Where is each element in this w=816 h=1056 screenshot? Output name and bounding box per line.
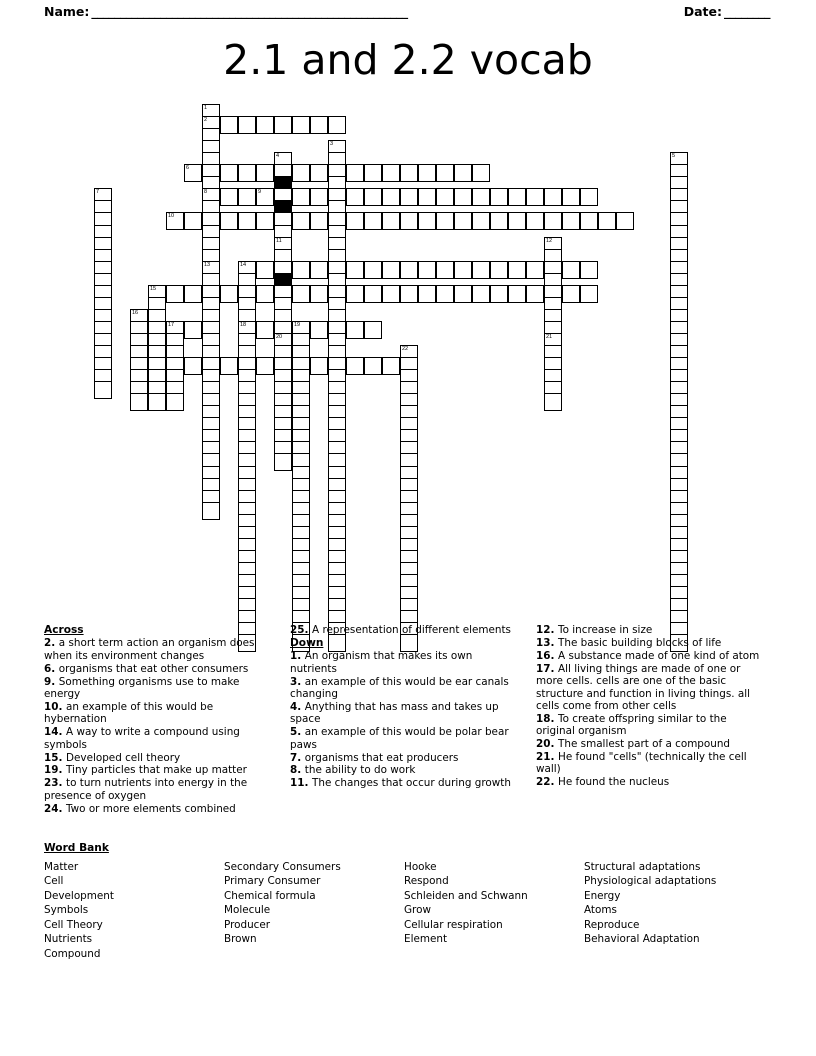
grid-cell[interactable] [436,188,454,206]
grid-cell[interactable] [562,188,580,206]
clue-text: Anything that has mass and takes up space [290,700,499,726]
word-bank-word: Structural adaptations [584,860,701,873]
clue-text: He found the nucleus [558,776,670,789]
clue-item [290,726,522,751]
clue-number: 9. [44,675,59,688]
clue-text: to turn nutrients into energy in the presence of oxygen [44,777,248,802]
grid-cell[interactable] [238,188,256,206]
grid-cell[interactable] [400,285,418,303]
word-bank-word: Reproduce [584,918,640,931]
grid-cell[interactable] [400,261,418,279]
grid-cell[interactable] [382,357,400,375]
word-bank-heading: Word Bank [44,842,109,854]
clue-text: Developed cell theory [66,751,181,764]
grid-cell-number: 17 [168,321,175,328]
name-label: Name: [44,4,90,19]
clue-number: 13. [536,636,559,649]
clues-column-2 [290,624,522,816]
word-bank-word: Compound [44,947,101,960]
clue-number: 5. [290,726,305,739]
clue-item [536,713,768,738]
date-blank-rule: ________ [724,4,770,19]
clue-text: the ability to do work [304,764,416,777]
grid-cell[interactable] [184,212,202,230]
grid-cell[interactable] [472,188,490,206]
grid-cell[interactable] [346,321,364,339]
word-bank-word: Development [44,889,114,902]
grid-cell-number: 22 [402,346,409,352]
grid-cell[interactable] [526,285,544,303]
clue-text: To create offspring similar to the original organism [536,712,727,738]
clue-text: To increase in size [558,624,653,636]
clue-text: A substance made of one kind of atom [558,649,760,662]
clue-item [290,752,522,764]
across-heading: Across [44,624,84,636]
grid-cell[interactable] [418,212,436,230]
grid-cell-number: 8 [204,189,208,196]
grid-cell[interactable] [454,261,472,279]
clue-text: a short term action an organism does when its environment changes [44,637,255,662]
name-blank-rule: _______________________________________________________ [91,4,408,19]
word-bank-word: Schleiden and Schwann [404,889,528,902]
clue-text: an example of this would be hybernation [44,700,214,726]
clue-number: 23. [44,777,67,790]
grid-cell[interactable] [274,453,292,471]
grid-cell[interactable] [544,188,562,206]
clue-number: 20. [536,738,559,751]
clue-number: 7. [290,751,305,764]
grid-cell[interactable] [220,188,238,206]
grid-cell[interactable] [526,212,544,230]
crossword-grid-area [0,104,816,634]
grid-cell[interactable] [364,164,382,182]
word-bank-word: Producer [224,918,271,931]
grid-cell[interactable] [382,164,400,182]
clue-number: 17. [536,662,559,675]
date-label: Date: [683,4,722,19]
down-heading: Down [290,636,324,649]
grid-cell[interactable] [274,116,292,134]
word-bank-word: Molecule [224,904,271,916]
clue-text: He found "cells" (technically the cell wall) [536,751,747,776]
clue-item [290,624,522,636]
clue-number: 19. [44,764,67,777]
clue-item [44,676,276,701]
clue-text: organisms that eat other consumers [58,662,249,675]
grid-cell[interactable] [382,212,400,230]
grid-cell[interactable] [562,285,580,303]
grid-cell[interactable] [580,261,598,279]
grid-cell[interactable] [418,285,436,303]
clue-number: 16. [536,649,559,662]
grid-cell[interactable] [166,393,184,411]
grid-cell[interactable] [562,212,580,230]
word-bank-word: Symbols [44,904,89,916]
clue-number: 24. [44,802,67,815]
grid-cell[interactable] [508,212,526,230]
clue-item [44,764,276,776]
word-bank-word: Cell Theory [44,918,103,931]
grid-cell-number: 4 [276,153,280,160]
grid-cell[interactable] [508,261,526,279]
grid-cell-number: 13 [204,261,211,268]
clue-item [44,701,276,726]
grid-cell[interactable] [310,212,328,230]
grid-cell[interactable] [310,116,328,134]
grid-cell[interactable] [364,212,382,230]
grid-cell[interactable] [166,285,184,303]
clue-item [536,650,768,662]
clue-item [290,764,522,776]
clue-item [536,738,768,750]
grid-cell[interactable] [400,212,418,230]
grid-cell[interactable] [292,285,310,303]
clue-text: The changes that occur during growth [312,777,511,790]
clue-item [44,752,276,764]
clue-number: 6. [44,662,59,675]
grid-cell[interactable] [454,188,472,206]
grid-cell[interactable] [256,164,274,182]
grid-cell-number: 3 [330,141,334,148]
clue-text: All living things are made of one or more cells. cells are one of the basic structure and function in living things. all cells come from other cells [536,662,751,712]
clue-number: 12. [536,624,559,636]
grid-cell[interactable] [418,261,436,279]
grid-cell[interactable] [490,285,508,303]
grid-cell-number: 6 [186,165,190,172]
clue-number: 25. [290,624,313,636]
grid-cell[interactable] [220,285,238,303]
grid-cell[interactable] [220,212,238,230]
grid-cell[interactable] [202,502,220,520]
grid-cell[interactable] [598,212,616,230]
clue-item [536,637,768,649]
clue-number: 14. [44,726,67,739]
grid-cell[interactable] [472,164,490,182]
grid-cell[interactable] [94,381,112,399]
grid-cell[interactable] [364,285,382,303]
grid-cell[interactable] [508,285,526,303]
grid-cell[interactable] [292,116,310,134]
word-bank-word: Respond [404,875,449,887]
grid-cell[interactable] [364,357,382,375]
grid-cell-number: 7 [96,189,100,196]
grid-cell[interactable] [148,393,166,411]
grid-cell[interactable] [364,321,382,339]
grid-cell[interactable] [310,188,328,206]
word-bank-word: Cellular respiration [404,918,503,931]
grid-cell[interactable] [616,212,634,230]
grid-cell-number: 15 [150,285,157,292]
grid-cell[interactable] [526,188,544,206]
clues-column-1 [44,624,276,816]
clue-item [290,676,522,701]
word-bank-word: Primary Consumer [224,875,321,887]
word-bank-word: Atoms [584,904,617,916]
clue-text: The basic building blocks of life [558,636,722,649]
grid-cell[interactable] [454,164,472,182]
clue-item [536,663,768,713]
clue-item [290,777,522,789]
clue-item [536,624,768,636]
clue-text: organisms that eat producers [304,751,459,764]
grid-cell-number: 1 [204,105,208,111]
word-bank [44,841,774,961]
clue-number: 22. [536,776,559,789]
grid-cell[interactable] [400,188,418,206]
grid-cell[interactable] [472,261,490,279]
grid-cell[interactable] [472,285,490,303]
clue-number: 4. [290,700,305,713]
grid-cell-number: 11 [276,237,282,244]
grid-cell[interactable] [490,212,508,230]
grid-cell[interactable] [166,212,184,230]
grid-cell[interactable] [580,188,598,206]
clue-text: The smallest part of a compound [558,738,731,751]
grid-cell[interactable] [580,212,598,230]
grid-cell-number: 10 [168,213,175,220]
grid-cell[interactable] [364,188,382,206]
grid-cell[interactable] [526,261,544,279]
clue-item [44,803,276,815]
grid-cell-number: 18 [240,321,247,328]
grid-cell[interactable] [220,116,238,134]
clues-column-3-down-tail [536,624,768,789]
clues-column-2-down [290,650,522,789]
word-bank-word: Nutrients [44,933,93,945]
grid-cell[interactable] [310,321,328,339]
grid-cell[interactable] [310,261,328,279]
grid-cell[interactable] [184,164,202,182]
grid-cell[interactable] [436,164,454,182]
grid-cell[interactable] [184,357,202,375]
name-date-line [44,4,772,19]
clues-section [44,624,774,816]
grid-cell[interactable] [346,212,364,230]
grid-cell[interactable] [292,212,310,230]
grid-cell[interactable] [346,164,364,182]
grid-cell[interactable] [328,116,346,134]
clues-column-2-across-tail [290,624,522,636]
grid-cell[interactable] [346,285,364,303]
grid-cell[interactable] [238,116,256,134]
grid-cell[interactable] [346,357,364,375]
page-title: 2.1 and 2.2 vocab [223,36,593,84]
grid-cell[interactable] [544,393,562,411]
grid-cell[interactable] [418,188,436,206]
grid-cell[interactable] [490,261,508,279]
date-group [684,4,772,19]
grid-cell[interactable] [292,261,310,279]
word-bank-word: Brown [224,933,257,945]
grid-cell[interactable] [130,393,148,411]
clue-number: 1. [290,650,305,663]
clue-number: 15. [44,751,67,764]
grid-cell[interactable] [364,261,382,279]
grid-cell-number: 20 [276,333,283,340]
clue-item [536,776,768,788]
clue-item [536,751,768,776]
grid-cell[interactable] [256,261,274,279]
word-bank-column [224,860,404,962]
clue-number: 2. [44,637,59,650]
word-bank-word: Matter [44,860,79,873]
grid-cell[interactable] [580,285,598,303]
grid-cell-number: 16 [132,309,139,316]
word-bank-word: Behavioral Adaptation [584,933,700,945]
grid-cell[interactable] [292,164,310,182]
clue-number: 3. [290,675,305,688]
grid-cell[interactable] [310,164,328,182]
grid-cell[interactable] [310,357,328,375]
grid-cell[interactable] [256,116,274,134]
grid-cell[interactable] [256,357,274,375]
grid-cell-number: 12 [546,237,553,244]
grid-cell[interactable] [256,285,274,303]
grid-cell-number: 19 [294,321,301,328]
clue-item [44,726,276,751]
word-bank-columns [44,860,774,962]
clue-text: A representation of different elements [312,624,511,636]
grid-cell[interactable] [454,212,472,230]
grid-cell[interactable] [382,285,400,303]
grid-cell-number: 2 [204,117,208,124]
clue-item [290,650,522,675]
grid-cell[interactable] [436,285,454,303]
clue-number: 10. [44,700,67,713]
word-bank-word: Energy [584,889,621,902]
grid-cell[interactable] [346,188,364,206]
clue-text: Something organisms use to make energy [44,675,240,701]
grid-cell[interactable] [418,164,436,182]
clue-item [44,777,276,802]
clue-text: an example of this would be polar bear paws [290,726,509,751]
grid-cell[interactable] [238,164,256,182]
grid-cell[interactable] [256,188,274,206]
clue-number: 8. [290,764,305,777]
word-bank-word: Cell [44,875,64,887]
crossword-grid [58,104,758,624]
grid-cell[interactable] [310,285,328,303]
clue-item [290,701,522,726]
clue-item [44,637,276,662]
grid-cell-number: 5 [672,153,676,160]
grid-cell[interactable] [292,188,310,206]
grid-cell[interactable] [256,212,274,230]
grid-cell[interactable] [562,261,580,279]
word-bank-word: Element [404,933,448,945]
word-bank-word: Physiological adaptations [584,875,717,887]
grid-cell-number: 21 [546,333,553,340]
grid-cell[interactable] [400,164,418,182]
grid-cell[interactable] [238,212,256,230]
grid-cell[interactable] [382,188,400,206]
grid-cell[interactable] [184,321,202,339]
word-bank-column [404,860,584,962]
word-bank-column [584,860,764,962]
clue-text: An organism that makes its own nutrients [290,650,473,675]
clue-text: Two or more elements combined [66,802,236,815]
grid-cell[interactable] [436,212,454,230]
clue-number: 18. [536,712,559,725]
grid-cell[interactable] [184,285,202,303]
word-bank-word: Hooke [404,860,437,873]
grid-cell[interactable] [382,261,400,279]
grid-cell[interactable] [256,321,274,339]
clues-column-3 [536,624,768,816]
grid-cell[interactable] [544,212,562,230]
grid-cell[interactable] [220,164,238,182]
grid-cell[interactable] [436,261,454,279]
clue-text: an example of this would be ear canals changing [290,675,509,701]
clue-text: A way to write a compound using symbols [44,726,240,751]
word-bank-word: Chemical formula [224,889,316,902]
clue-item [44,663,276,675]
grid-cell[interactable] [454,285,472,303]
grid-cell-number: 14 [240,261,247,268]
grid-cell[interactable] [220,357,238,375]
clue-number: 21. [536,751,559,764]
clues-column-1-body [44,637,276,815]
word-bank-column [44,860,224,962]
grid-cell-number: 9 [258,189,262,196]
grid-cell[interactable] [346,261,364,279]
word-bank-word: Secondary Consumers [224,860,341,873]
grid-cell[interactable] [508,188,526,206]
clue-text: Tiny particles that make up matter [66,764,247,777]
word-bank-word: Grow [404,904,431,916]
grid-cell[interactable] [472,212,490,230]
clue-number: 11. [290,777,313,790]
grid-cell[interactable] [490,188,508,206]
